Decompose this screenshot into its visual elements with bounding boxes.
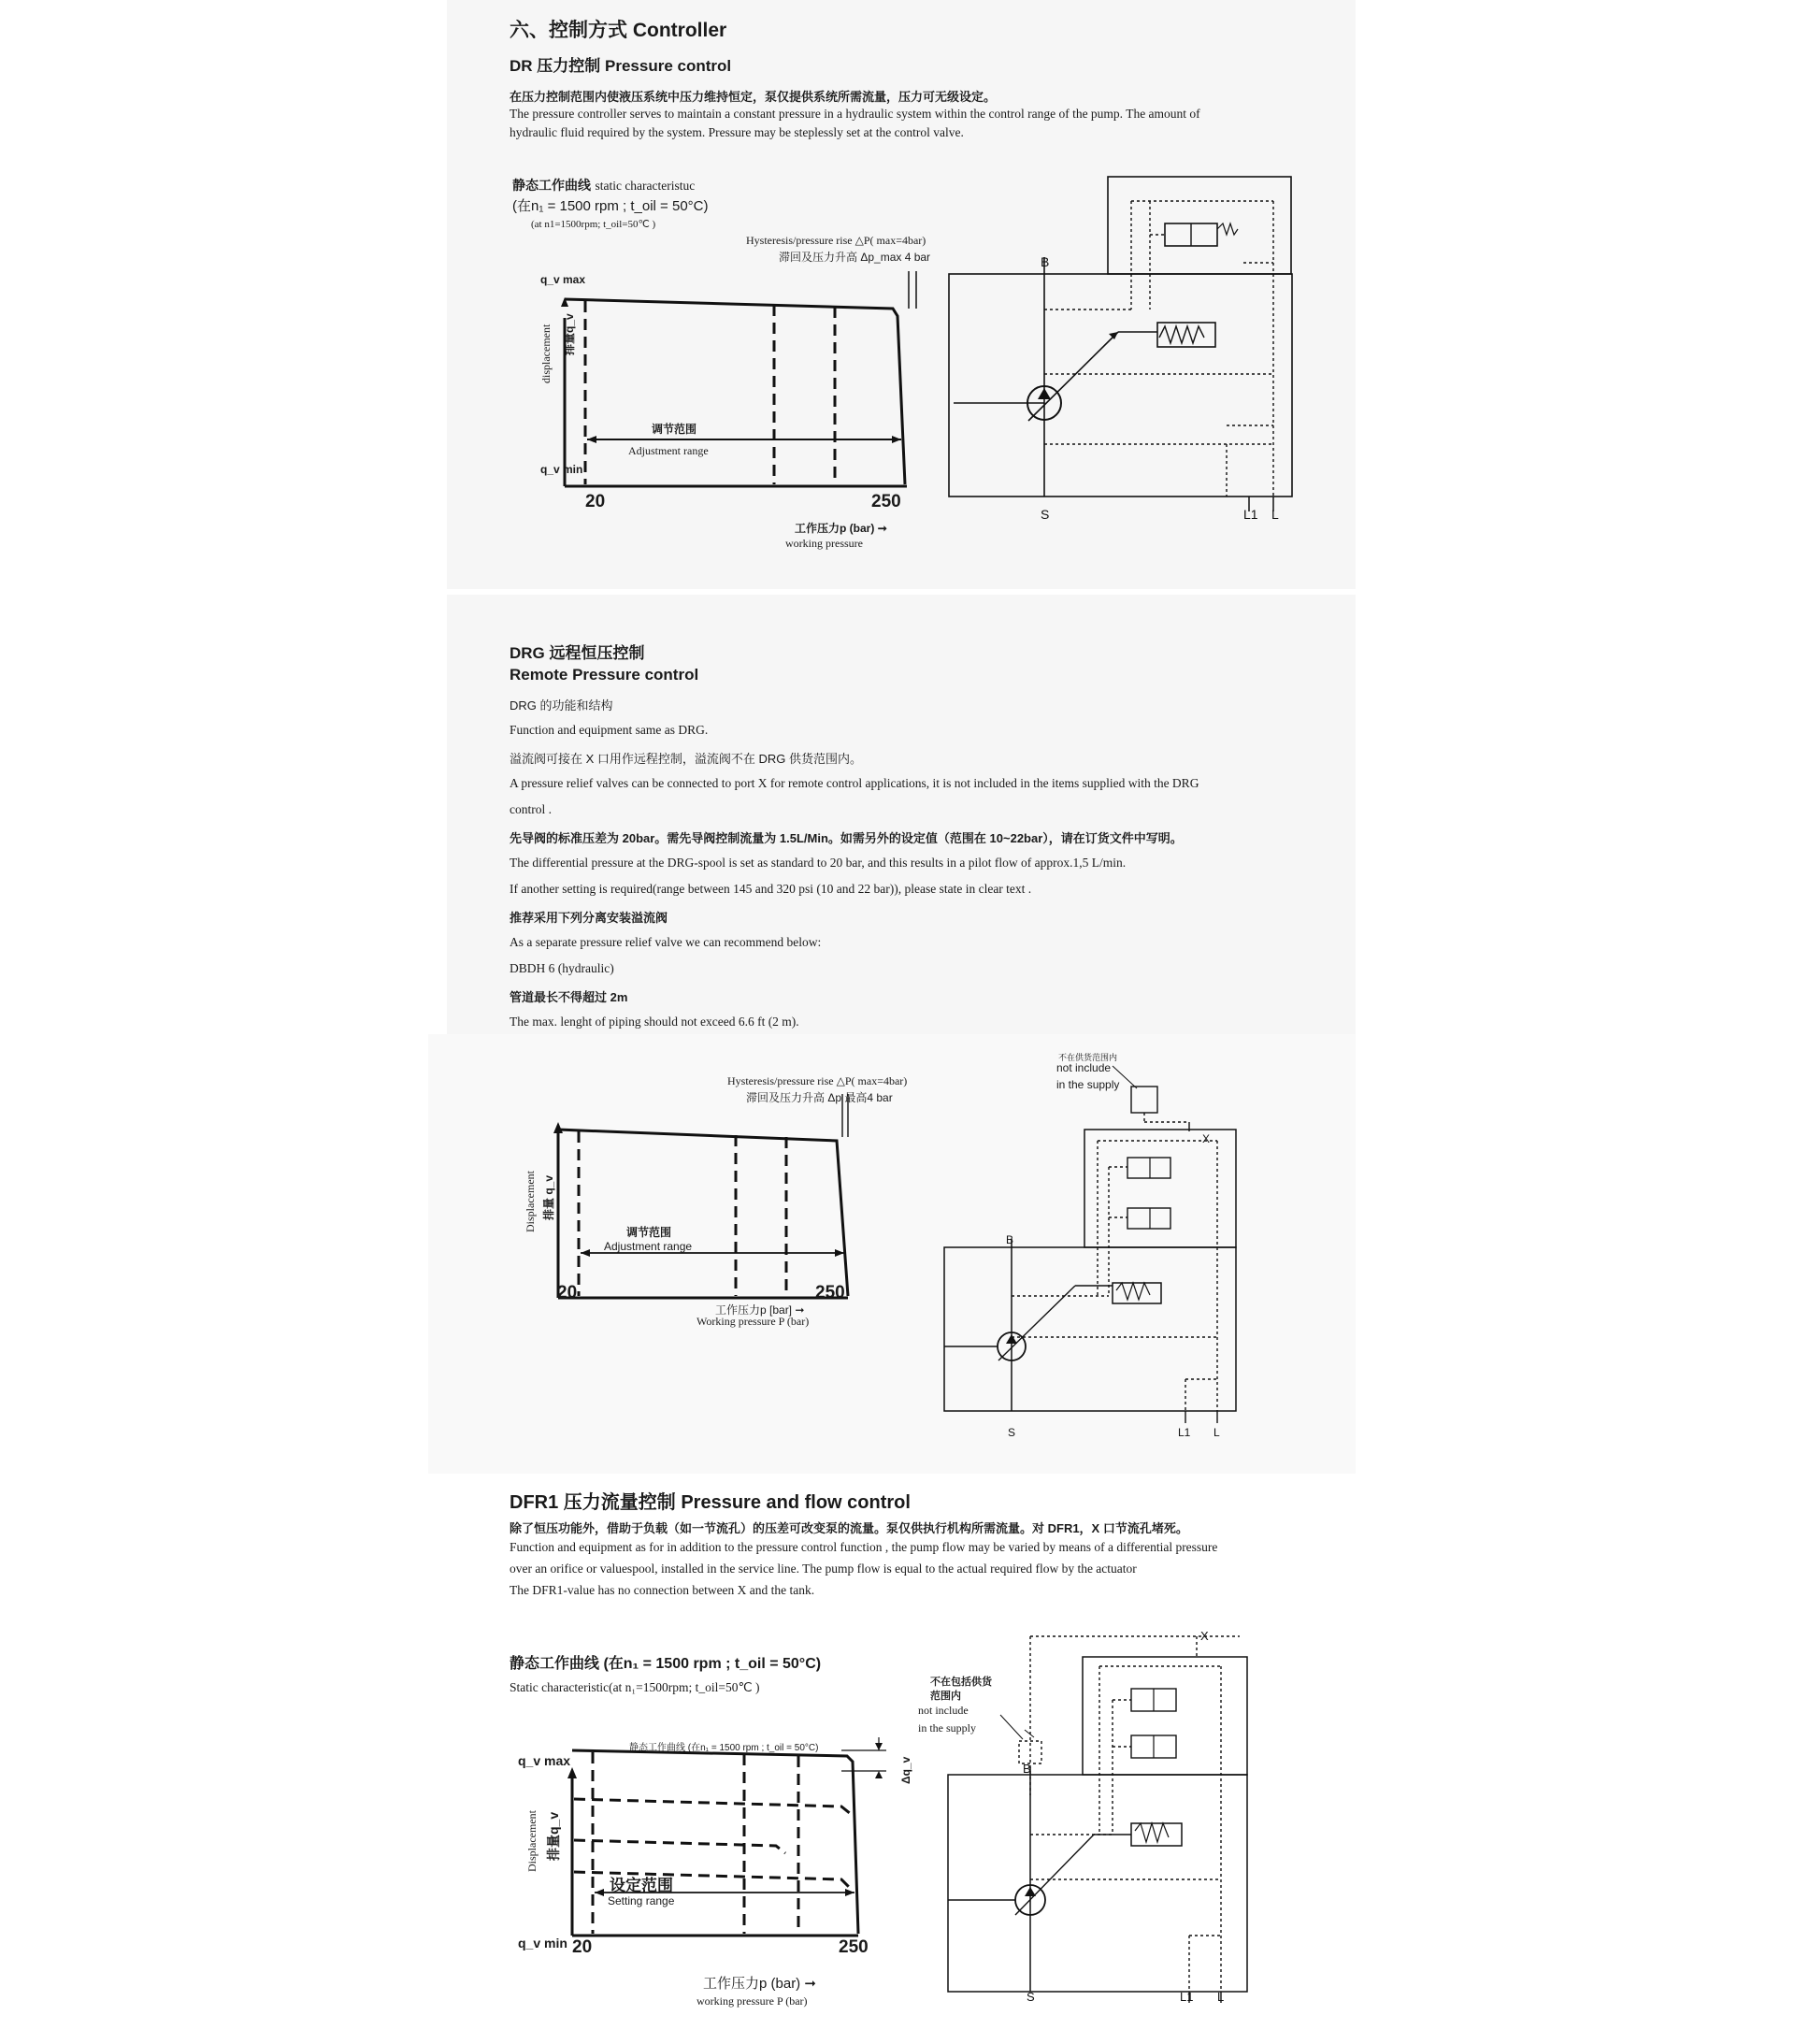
drg-x-tick-20: 20 [557, 1283, 578, 1303]
dfr1-title: DFR1 压力流量控制 Pressure and flow control [510, 1492, 911, 1513]
dr-title: DR 压力控制 Pressure control [510, 57, 732, 75]
dfr1-chart-title: 静态工作曲线 (在n₁ = 1500 rpm ; t_oil = 50°C) [510, 1656, 822, 1672]
drg-range-arrow-right-icon [835, 1249, 844, 1257]
dfr1-port-b: B [1023, 1762, 1031, 1776]
dfr1-y-bottom-label: q_v min [518, 1936, 567, 1950]
drg-x-tick-250: 250 [815, 1283, 845, 1303]
drg-not-include-1: not include [1056, 1061, 1112, 1074]
dfr1-port-s: S [1027, 1990, 1035, 2004]
dr-hysteresis-cn: 滞回及压力升高 Δp_max 4 bar [779, 251, 931, 264]
drg-pump-housing [944, 1247, 1236, 1411]
drg-port-l: L [1213, 1426, 1220, 1439]
drg-port-s: S [1008, 1426, 1016, 1439]
dfr1-inner-title: 静态工作曲线 (在n₁ = 1500 rpm ; t_oil = 50°C) [629, 1743, 819, 1753]
drg-chart-plot [547, 1122, 865, 1309]
dr-chart-title [512, 176, 695, 194]
dr-y-axis-en: displacement [539, 324, 553, 383]
dr-x-axis-cn-text: 工作压力p (bar) [795, 522, 875, 535]
dr-chart-title-en: static characteristuc [595, 179, 696, 193]
drg-hysteresis-en: Hysteresis/pressure rise △P( max=4bar) [727, 1074, 908, 1087]
drg-line-8: 推荐采用下列分离安装溢流阀 [510, 911, 668, 925]
dfr1-desc-cn: 除了恒压功能外，借助于负载（如一节流孔）的压差可改变泵的流量。泵仅供执行机构所需流量。对 DFR1，X 口节流孔堵死。 [510, 1521, 1188, 1535]
dr-control-block [1108, 177, 1291, 274]
dr-chart-cond-small: (at n1=1500rpm; t_oil=50℃ ) [531, 219, 656, 230]
dr-desc-cn: 在压力控制范围内使液压系统中压力维持恒定，泵仅提供系统所需流量，压力可无级设定。 [510, 90, 997, 104]
dfr1-desc-en-3: The DFR1-value has no connection between X and the tank. [510, 1583, 815, 1597]
dr-desc-en-2: hydraulic fluid required by the system. Pressure may be steplessly set at the control valve. [510, 125, 964, 139]
arrow-right-icon: ➞ [795, 1303, 805, 1317]
dfr1-range-en: Setting range [608, 1894, 675, 1907]
dr-stroking-cylinder [1157, 323, 1215, 347]
drg-control-block [1084, 1130, 1236, 1247]
dr-x-axis-en: working pressure [785, 537, 863, 550]
drg-line-3: A pressure relief valves can be connected to port X for remote control applications, it is not included in the items supplied with the DRG [510, 776, 1199, 790]
drg-port-x: X [1202, 1132, 1211, 1145]
drg-port-b: B [1006, 1233, 1014, 1246]
drg-line-2: 溢流阀可接在 X 口用作远程控制，溢流阀不在 DRG 供货范围内。 [510, 752, 863, 766]
drg-line-9: As a separate pressure relief valve we can recommend below: [510, 935, 822, 949]
dfr1-range-cn: 设定范围 [610, 1877, 673, 1894]
dr-chart-title-cn: 静态工作曲线 [512, 178, 591, 193]
drg-line-0: DRG 的功能和结构 [510, 698, 613, 713]
dr-chart-cond: (在n₁ = 1500 rpm ; t_oil = 50°C) [512, 198, 709, 214]
dfr1-control-block [1083, 1657, 1247, 1775]
drg-line-6: The differential pressure at the DRG-spool is set as standard to 20 bar, and this results in a pilot flow of approx.1,5 L/min. [510, 856, 1127, 870]
drg-range-arrow-left-icon [581, 1249, 590, 1257]
arrow-right-icon: ➞ [804, 1976, 816, 1992]
drg-not-include-cn: 不在供货范围内 [1058, 1053, 1118, 1062]
dfr1-x-axis-cn-text: 工作压力p (bar) [703, 1976, 801, 1992]
drg-title-1: DRG 远程恒压控制 [510, 644, 645, 662]
dr-port-s: S [1041, 507, 1050, 522]
dfr1-stroking-cylinder [1131, 1823, 1182, 1846]
drg-pilot-valve-1 [1127, 1158, 1170, 1178]
dfr1-desc-en-1: Function and equipment as for in addition to the pressure control function , the pump flow may be varied by means of a differential pressure [510, 1540, 1218, 1554]
dfr1-y-arrow-icon [567, 1767, 577, 1778]
dr-pump-housing [949, 274, 1292, 497]
dfr1-port-l1: L1 [1180, 1990, 1194, 2004]
dr-range-en: Adjustment range [628, 444, 709, 457]
drg-hysteresis-cn: 滞回及压力升高 Δp 最高4 bar [746, 1091, 893, 1104]
dr-y-top-label: q_v max [540, 273, 586, 286]
dfr1-y-top-label: q_v max [518, 1753, 571, 1768]
dfr1-range-arrow-left-icon [595, 1889, 604, 1896]
dr-curve [565, 299, 905, 484]
drg-remote-relief-valve [1131, 1087, 1157, 1113]
drg-line-7: If another setting is required(range between 145 and 320 psi (10 and 22 bar)), please state in clear text . [510, 882, 1032, 896]
drg-pilot-valve-2 [1127, 1208, 1170, 1229]
drg-port-l1: L1 [1178, 1426, 1191, 1439]
drg-line-11: 管道最长不得超过 2m [510, 990, 628, 1004]
drg-circuit-diagram [944, 1066, 1262, 1440]
drg-x-axis-en: Working pressure P (bar) [696, 1315, 810, 1328]
drg-line-4: control . [510, 802, 552, 816]
dfr1-not-include-1: not include [918, 1704, 969, 1717]
drg-curve [558, 1130, 848, 1296]
drg-line-1: Function and equipment same as DRG. [510, 723, 709, 737]
dfr1-port-x: X [1200, 1629, 1209, 1643]
dfr1-chart-plot [561, 1749, 916, 1954]
dfr1-port-l: L [1217, 1990, 1225, 2004]
drg-not-include-2: in the supply [1056, 1078, 1120, 1091]
dr-range-arrow-right-icon [892, 436, 901, 443]
dfr1-x-tick-20: 20 [572, 1937, 593, 1957]
dfr1-not-include-2: in the supply [918, 1721, 976, 1735]
drg-y-axis-cn: 排量 q_v [542, 1174, 555, 1220]
dr-desc-en-1: The pressure controller serves to maintain a constant pressure in a hydraulic system within the control range of the pump. The amount of [510, 107, 1200, 121]
dfr1-x-axis-cn [703, 1973, 816, 1993]
dfr1-not-include-cn-2: 范围内 [930, 1691, 961, 1702]
dfr1-circuit-diagram [944, 1627, 1262, 2004]
drg-y-arrow-icon [553, 1122, 563, 1133]
dr-port-l: L [1271, 507, 1279, 522]
dfr1-x-axis-en: working pressure P (bar) [696, 1994, 808, 2008]
drg-range-en: Adjustment range [604, 1240, 693, 1253]
dr-port-b: B [1041, 254, 1050, 269]
dfr1-x-tick-250: 250 [839, 1937, 869, 1957]
dr-range-arrow-left-icon [587, 436, 596, 443]
drg-line-10: DBDH 6 (hydraulic) [510, 961, 614, 975]
dr-y-bottom-label: q_v min [540, 463, 583, 476]
dr-port-l1: L1 [1243, 507, 1258, 522]
drg-line-12: The max. lenght of piping should not exceed 6.6 ft (2 m). [510, 1015, 799, 1029]
section-title: 六、控制方式 Controller [510, 20, 727, 41]
dfr1-flow-curve-1 [574, 1799, 851, 1814]
dfr1-pump-housing [948, 1775, 1247, 1992]
dfr1-flow-curve-2 [574, 1840, 785, 1853]
dr-x-tick-20: 20 [585, 492, 606, 511]
dfr1-chart-cond: Static characteristic(at n₁=1500rpm; t_oil=50℃ ) [510, 1680, 760, 1694]
drg-range-cn: 调节范围 [626, 1226, 672, 1239]
dfr1-dq-arrow-up-icon [875, 1771, 883, 1778]
drg-y-axis-en: Displacement [524, 1171, 537, 1232]
arrow-right-icon: ➞ [877, 522, 887, 535]
dfr1-range-arrow-right-icon [845, 1889, 854, 1896]
dr-hysteresis-en: Hysteresis/pressure rise △P( max=4bar) [746, 234, 926, 247]
dfr1-delta-q: Δq_v [899, 1756, 912, 1784]
dfr1-not-include-cn-1: 不在包括供货 [930, 1677, 992, 1688]
drg-title-2: Remote Pressure control [510, 666, 699, 684]
dr-circuit-diagram [935, 173, 1309, 524]
dfr1-desc-en-2: over an orifice or valuespool, installed in the service line. The pump flow is equal to the actual required flow by the actuator [510, 1562, 1137, 1576]
drg-x-axis-cn-text: 工作压力p [bar] [715, 1303, 793, 1317]
dfr1-y-axis-cn: 排量q_v [546, 1811, 561, 1861]
dr-y-axis-cn: 排量q_v [563, 313, 576, 355]
dr-x-tick-250: 250 [871, 492, 901, 511]
drg-line-5: 先导阀的标准压差为 20bar。需先导阀控制流量为 1.5L/Min。如需另外的设定值（范围在 10~22bar），请在订货文件中写明。 [510, 831, 1183, 845]
dfr1-y-axis-en: Displacement [525, 1810, 538, 1872]
dr-x-axis-cn [795, 520, 887, 536]
dr-range-cn: 调节范围 [652, 423, 697, 436]
